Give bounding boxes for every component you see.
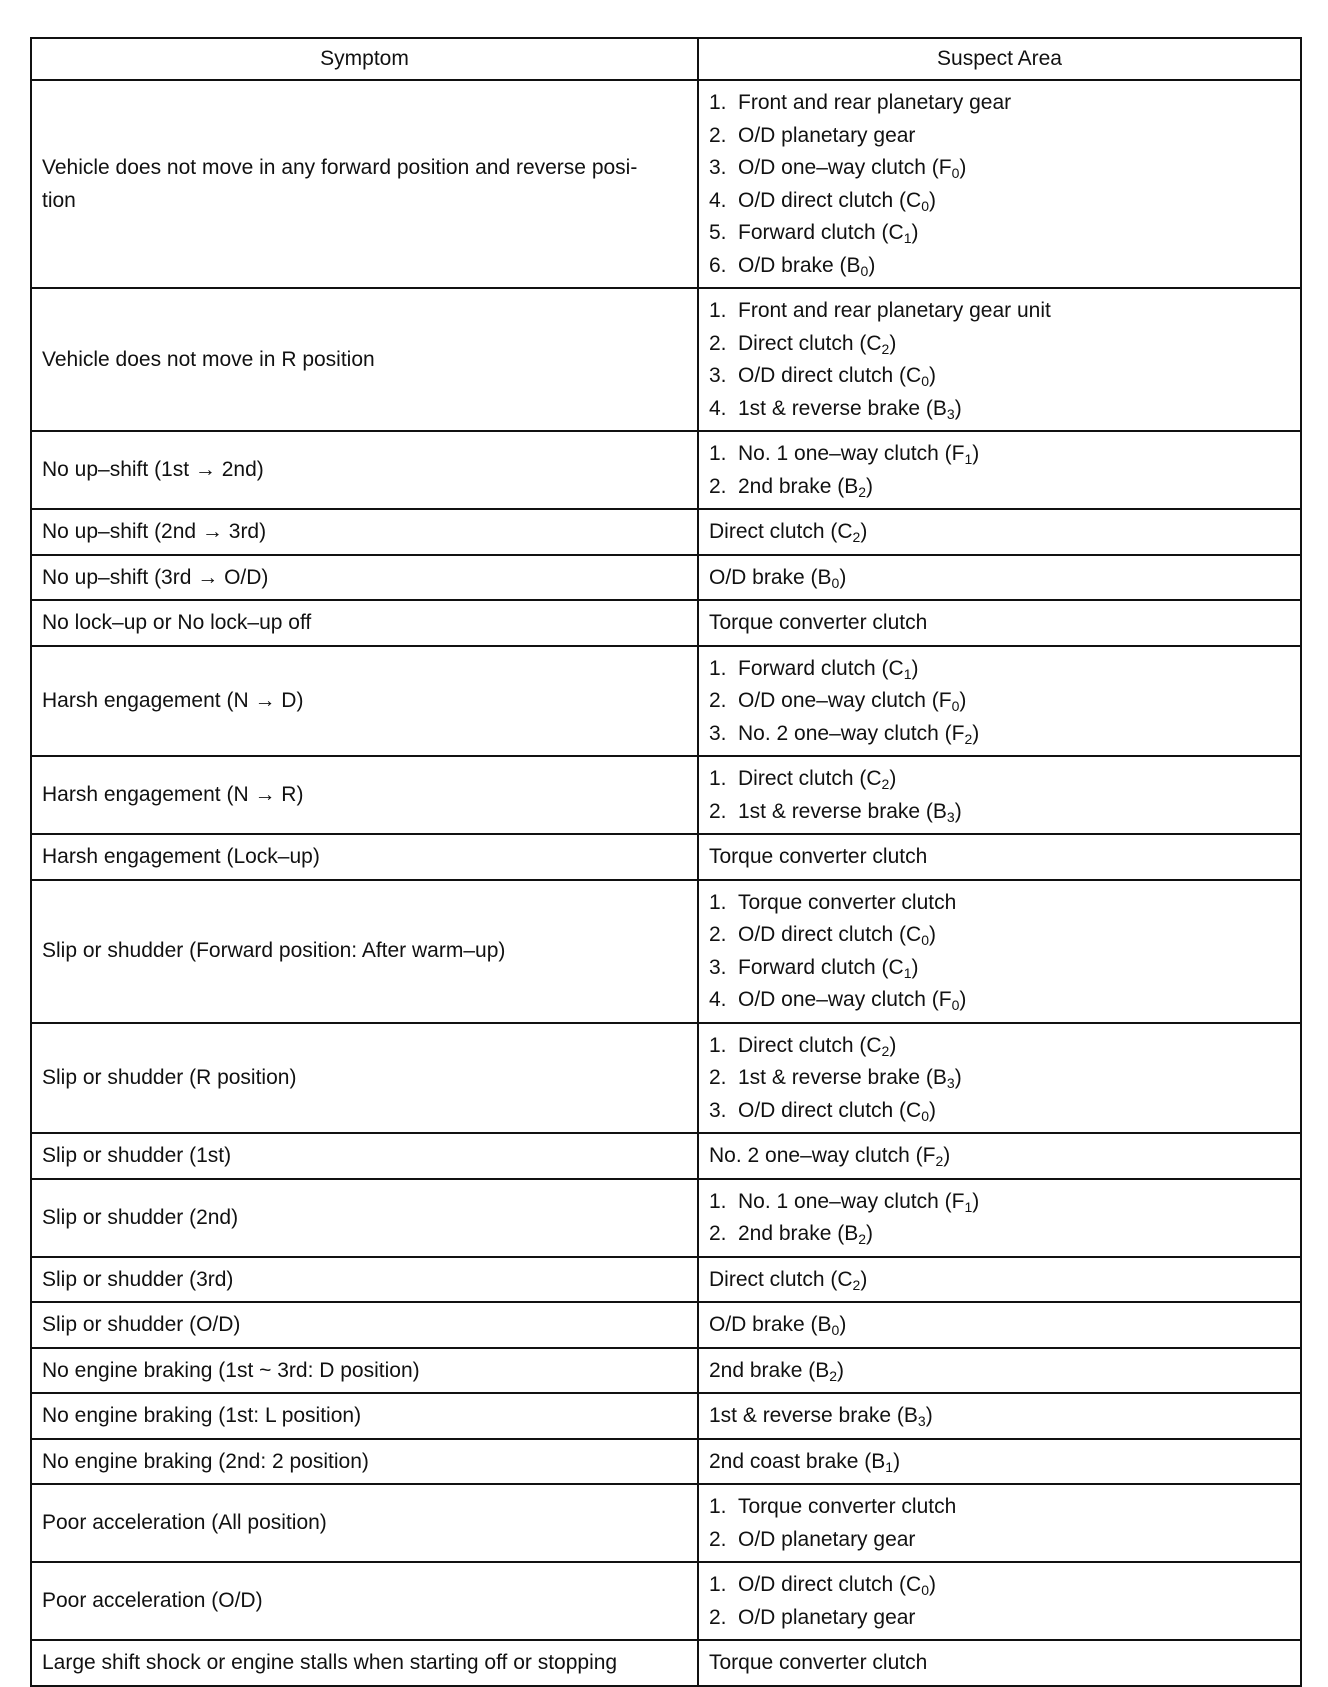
table-row <box>31 646 1301 757</box>
suspect-text: Forward clutch (C <box>738 221 904 244</box>
suspect-subscript: 3 <box>946 405 955 422</box>
suspect-subscript: 0 <box>921 373 930 389</box>
suspect-area-cell <box>698 1257 1301 1303</box>
symptom-cell: No up–shift (1st → 2nd) <box>31 431 698 509</box>
item-body <box>738 1062 962 1095</box>
suspect-text: 2nd brake (B <box>738 474 859 498</box>
suspect-close: ) <box>860 1267 868 1291</box>
suspect-single <box>709 1355 1290 1388</box>
list-item <box>709 1218 1290 1251</box>
list-item <box>709 1095 1290 1128</box>
list-item <box>709 1569 1290 1602</box>
suspect-text: O/D direct clutch (C <box>738 364 922 387</box>
table-row <box>31 431 1301 509</box>
suspect-text: O/D planetary gear <box>738 1527 916 1551</box>
item-number: 1. <box>709 656 727 680</box>
suspect-area-cell <box>698 756 1301 834</box>
suspect-close: ) <box>954 799 962 823</box>
table-row <box>31 1393 1301 1439</box>
list-item <box>709 120 1290 153</box>
suspect-subscript: 1 <box>903 230 912 246</box>
header-row <box>31 38 1301 80</box>
item-number: 2. <box>709 1222 727 1245</box>
suspect-close: ) <box>839 1313 847 1336</box>
item-number: 3. <box>709 1098 727 1122</box>
table-row <box>31 1179 1301 1257</box>
suspect-close: ) <box>929 1098 937 1122</box>
suspect-subscript: 2 <box>829 1367 838 1384</box>
item-body <box>738 1569 936 1602</box>
item-number: 3. <box>709 364 727 387</box>
suspect-text: Forward clutch (C <box>738 955 904 979</box>
suspect-subscript: 1 <box>903 964 912 981</box>
suspect-area-cell <box>698 1302 1301 1348</box>
suspect-close: ) <box>893 1449 901 1473</box>
suspect-close: ) <box>889 1033 897 1057</box>
item-number: 2. <box>709 331 727 355</box>
suspect-subscript: 1 <box>903 665 912 682</box>
list-item <box>709 250 1290 283</box>
table-row <box>31 834 1301 880</box>
list-item <box>709 328 1290 361</box>
suspect-subscript: 1 <box>964 1198 973 1215</box>
suspect-text: Forward clutch (C <box>738 656 904 680</box>
suspect-text: O/D direct clutch (C <box>738 1098 922 1122</box>
suspect-text: Direct clutch (C <box>738 1033 882 1057</box>
suspect-close: ) <box>866 1222 874 1245</box>
list-item <box>709 653 1290 686</box>
symptom-cell: No engine braking (1st: L position) <box>31 1393 698 1439</box>
suspect-close: ) <box>954 396 962 420</box>
item-number: 6. <box>709 253 727 277</box>
suspect-area-cell <box>698 80 1301 288</box>
item-number: 4. <box>709 396 727 420</box>
symptom-cell: Poor acceleration (O/D) <box>31 1562 698 1640</box>
suspect-area-cell <box>698 600 1301 646</box>
suspect-close: ) <box>925 1404 933 1427</box>
suspect-list <box>709 1491 1290 1556</box>
suspect-close: ) <box>929 923 937 946</box>
item-number: 1. <box>709 91 727 114</box>
item-number: 5. <box>709 221 727 244</box>
suspect-single <box>709 1647 1290 1680</box>
suspect-subscript: 0 <box>951 997 960 1013</box>
suspect-text: Torque converter clutch <box>709 1651 928 1674</box>
suspect-area-cell <box>698 1133 1301 1179</box>
symptom-cell: Slip or shudder (1st) <box>31 1133 698 1179</box>
suspect-subscript: 2 <box>881 1042 890 1059</box>
list-item <box>709 471 1290 504</box>
list-item <box>709 152 1290 185</box>
table-row <box>31 1302 1301 1348</box>
suspect-close: ) <box>954 1066 962 1089</box>
suspect-text: No. 1 one–way clutch (F <box>738 442 965 465</box>
suspect-subscript: 0 <box>951 698 960 714</box>
item-number: 2. <box>709 799 727 823</box>
suspect-list <box>709 1186 1290 1251</box>
suspect-single <box>709 516 1290 549</box>
suspect-area-cell <box>698 1439 1301 1485</box>
suspect-area-cell <box>698 288 1301 431</box>
item-body <box>738 360 936 393</box>
suspect-list <box>709 1030 1290 1128</box>
item-body <box>738 471 873 504</box>
symptom-cell: No engine braking (2nd: 2 position) <box>31 1439 698 1485</box>
suspect-text: O/D one–way clutch (F <box>738 988 952 1011</box>
item-body <box>738 653 919 686</box>
suspect-text: O/D brake (B <box>709 565 832 589</box>
item-number: 1. <box>709 767 727 790</box>
suspect-single <box>709 1264 1290 1297</box>
suspect-list <box>709 653 1290 751</box>
suspect-subscript: 2 <box>935 1153 944 1169</box>
suspect-subscript: 0 <box>831 1322 840 1338</box>
list-item <box>709 1186 1290 1219</box>
suspect-close: ) <box>959 689 967 712</box>
symptom-cell: Harsh engagement (N → D) <box>31 646 698 757</box>
suspect-list <box>709 1569 1290 1634</box>
symptom-cell: No engine braking (1st ~ 3rd: D position) <box>31 1348 698 1394</box>
suspect-text: O/D brake (B <box>709 1313 832 1336</box>
list-item <box>709 393 1290 426</box>
item-number: 1. <box>709 1033 727 1057</box>
symptom-cell: Vehicle does not move in any forward position and reverse posi- tion <box>31 80 698 288</box>
suspect-text: O/D one–way clutch (F <box>738 156 952 179</box>
item-body <box>738 393 962 426</box>
item-body <box>738 1095 936 1128</box>
list-item <box>709 718 1290 751</box>
item-body <box>738 1524 915 1557</box>
header-suspect-area: Suspect Area <box>698 38 1301 80</box>
symptom-cell: Vehicle does not move in R position <box>31 288 698 431</box>
suspect-text: O/D brake (B <box>738 253 861 277</box>
item-body <box>738 1218 873 1251</box>
item-number: 1. <box>709 1495 727 1518</box>
list-item <box>709 887 1290 920</box>
list-item <box>709 1602 1290 1635</box>
list-item <box>709 360 1290 393</box>
item-body <box>738 763 896 796</box>
symptom-cell: No up–shift (2nd → 3rd) <box>31 509 698 555</box>
suspect-area-cell <box>698 1484 1301 1562</box>
suspect-close: ) <box>911 955 919 979</box>
suspect-subscript: 0 <box>921 1582 930 1598</box>
suspect-subscript: 2 <box>964 730 973 747</box>
table-row <box>31 1023 1301 1134</box>
suspect-subscript: 1 <box>885 1458 894 1475</box>
item-body <box>738 1030 896 1063</box>
suspect-single <box>709 607 1290 640</box>
item-body <box>738 185 936 218</box>
item-body <box>738 217 919 250</box>
suspect-area-cell <box>698 834 1301 880</box>
item-number: 2. <box>709 123 727 147</box>
suspect-area-cell <box>698 555 1301 601</box>
table-row <box>31 1133 1301 1179</box>
suspect-text: No. 2 one–way clutch (F <box>738 721 965 745</box>
suspect-subscript: 0 <box>831 574 840 591</box>
suspect-close: ) <box>866 474 874 498</box>
item-body <box>738 984 966 1017</box>
item-body <box>738 1491 956 1524</box>
suspect-close: ) <box>972 721 980 745</box>
item-number: 3. <box>709 156 727 179</box>
suspect-single <box>709 1400 1290 1433</box>
header-symptom: Symptom <box>31 38 698 80</box>
item-number: 1. <box>709 1189 727 1213</box>
item-body <box>738 796 962 829</box>
suspect-text: O/D planetary gear <box>738 123 916 147</box>
suspect-subscript: 3 <box>946 1075 955 1091</box>
suspect-text: 1st & reverse brake (B <box>738 799 947 823</box>
suspect-text: 1st & reverse brake (B <box>738 1066 947 1089</box>
suspect-close: ) <box>929 1573 937 1596</box>
symptom-cell: No up–shift (3rd → O/D) <box>31 555 698 601</box>
suspect-list <box>709 887 1290 1017</box>
item-number: 2. <box>709 474 727 498</box>
table-row <box>31 1562 1301 1640</box>
item-body <box>738 952 919 985</box>
item-number: 4. <box>709 188 727 212</box>
suspect-text: 2nd coast brake (B <box>709 1449 886 1473</box>
suspect-text: O/D direct clutch (C <box>738 1573 922 1596</box>
suspect-single <box>709 562 1290 595</box>
symptom-cell: Slip or shudder (Forward position: After warm–up) <box>31 880 698 1023</box>
table-row <box>31 1257 1301 1303</box>
suspect-subscript: 3 <box>946 808 955 825</box>
suspect-text: Direct clutch (C <box>738 331 882 355</box>
suspect-text: Front and rear planetary gear <box>738 91 1012 114</box>
item-number: 2. <box>709 1527 727 1551</box>
item-number: 3. <box>709 721 727 745</box>
symptom-cell: Slip or shudder (O/D) <box>31 1302 698 1348</box>
item-body <box>738 328 896 361</box>
symptom-cell: Slip or shudder (R position) <box>31 1023 698 1134</box>
suspect-text: O/D one–way clutch (F <box>738 689 952 712</box>
suspect-subscript: 0 <box>921 932 930 948</box>
table-row <box>31 80 1301 288</box>
symptom-cell: Slip or shudder (3rd) <box>31 1257 698 1303</box>
suspect-close: ) <box>889 331 897 355</box>
list-item <box>709 1030 1290 1063</box>
suspect-subscript: 2 <box>881 340 890 357</box>
item-number: 1. <box>709 299 727 322</box>
suspect-text: Torque converter clutch <box>738 1495 957 1518</box>
suspect-single <box>709 841 1290 874</box>
suspect-area-cell <box>698 646 1301 757</box>
suspect-subscript: 2 <box>858 483 867 500</box>
suspect-area-cell <box>698 1348 1301 1394</box>
table-row <box>31 1484 1301 1562</box>
symptom-cell: Harsh engagement (Lock–up) <box>31 834 698 880</box>
table-row <box>31 756 1301 834</box>
suspect-text: Torque converter clutch <box>738 890 957 914</box>
suspect-text: 1st & reverse brake (B <box>709 1404 918 1427</box>
suspect-close: ) <box>837 1358 845 1382</box>
table-row <box>31 880 1301 1023</box>
suspect-subscript: 2 <box>881 776 890 792</box>
list-item <box>709 952 1290 985</box>
item-body <box>738 1602 915 1635</box>
suspect-list <box>709 763 1290 828</box>
suspect-subscript: 2 <box>852 1276 861 1293</box>
suspect-area-cell <box>698 509 1301 555</box>
list-item <box>709 1062 1290 1095</box>
table-row <box>31 600 1301 646</box>
symptom-cell: Large shift shock or engine stalls when starting off or stopping <box>31 1640 698 1686</box>
list-item <box>709 295 1290 328</box>
suspect-single <box>709 1309 1290 1342</box>
item-number: 2. <box>709 923 727 946</box>
suspect-area-cell <box>698 1393 1301 1439</box>
list-item <box>709 919 1290 952</box>
list-item <box>709 984 1290 1017</box>
suspect-close: ) <box>972 442 980 465</box>
table-row <box>31 1439 1301 1485</box>
suspect-subscript: 0 <box>921 197 930 214</box>
suspect-text: Direct clutch (C <box>709 1267 853 1291</box>
item-body <box>738 919 936 952</box>
suspect-subscript: 0 <box>921 1107 930 1124</box>
list-item <box>709 685 1290 718</box>
item-number: 2. <box>709 1066 727 1089</box>
item-number: 3. <box>709 955 727 979</box>
suspect-close: ) <box>929 364 937 387</box>
suspect-close: ) <box>911 221 919 244</box>
suspect-text: Torque converter clutch <box>709 611 928 634</box>
suspect-text: O/D direct clutch (C <box>738 188 922 212</box>
suspect-text: Direct clutch (C <box>738 767 882 790</box>
suspect-text: O/D planetary gear <box>738 1605 916 1629</box>
symptom-cell: Slip or shudder (2nd) <box>31 1179 698 1257</box>
item-body <box>738 718 979 751</box>
suspect-subscript: 0 <box>860 262 869 279</box>
suspect-close: ) <box>889 767 897 790</box>
item-body <box>738 438 979 471</box>
item-body <box>738 295 1051 328</box>
suspect-close: ) <box>959 156 967 179</box>
suspect-text: Torque converter clutch <box>709 845 928 868</box>
suspect-text: No. 1 one–way clutch (F <box>738 1189 965 1213</box>
item-number: 4. <box>709 988 727 1011</box>
suspect-subscript: 1 <box>964 451 973 467</box>
suspect-area-cell <box>698 1179 1301 1257</box>
item-body <box>738 152 966 185</box>
symptom-table <box>30 37 1302 1687</box>
suspect-area-cell <box>698 1562 1301 1640</box>
suspect-list <box>709 87 1290 282</box>
list-item <box>709 763 1290 796</box>
suspect-single <box>709 1140 1290 1173</box>
suspect-text: Front and rear planetary gear unit <box>738 299 1051 322</box>
table-row <box>31 288 1301 431</box>
suspect-area-cell <box>698 1023 1301 1134</box>
suspect-close: ) <box>929 188 937 212</box>
suspect-text: O/D direct clutch (C <box>738 923 922 946</box>
item-number: 2. <box>709 689 727 712</box>
item-number: 1. <box>709 890 727 914</box>
item-body <box>738 887 956 920</box>
suspect-close: ) <box>972 1189 980 1213</box>
item-body <box>738 120 915 153</box>
suspect-text: 2nd brake (B <box>738 1222 859 1245</box>
symptom-cell: No lock–up or No lock–up off <box>31 600 698 646</box>
suspect-close: ) <box>868 253 876 277</box>
suspect-list <box>709 295 1290 425</box>
symptom-cell: Harsh engagement (N → R) <box>31 756 698 834</box>
item-body <box>738 685 966 718</box>
suspect-close: ) <box>943 1144 951 1167</box>
suspect-text: No. 2 one–way clutch (F <box>709 1144 936 1167</box>
list-item <box>709 796 1290 829</box>
suspect-subscript: 3 <box>917 1413 926 1429</box>
item-body <box>738 87 1011 120</box>
suspect-subscript: 0 <box>951 165 960 181</box>
list-item <box>709 1491 1290 1524</box>
item-body <box>738 250 875 283</box>
suspect-area-cell <box>698 1640 1301 1686</box>
table-row <box>31 1348 1301 1394</box>
table-row <box>31 509 1301 555</box>
suspect-text: 1st & reverse brake (B <box>738 396 947 420</box>
suspect-text: Direct clutch (C <box>709 520 853 543</box>
suspect-close: ) <box>860 520 868 543</box>
item-body <box>738 1186 979 1219</box>
table-row <box>31 555 1301 601</box>
list-item <box>709 1524 1290 1557</box>
suspect-close: ) <box>839 565 847 589</box>
suspect-subscript: 2 <box>852 529 861 545</box>
suspect-single <box>709 1446 1290 1479</box>
item-number: 1. <box>709 1573 727 1596</box>
table-row <box>31 1640 1301 1686</box>
suspect-area-cell <box>698 431 1301 509</box>
item-number: 1. <box>709 442 727 465</box>
list-item <box>709 438 1290 471</box>
suspect-area-cell <box>698 880 1301 1023</box>
symptom-cell: Poor acceleration (All position) <box>31 1484 698 1562</box>
list-item <box>709 185 1290 218</box>
suspect-close: ) <box>959 988 967 1011</box>
suspect-close: ) <box>911 656 919 680</box>
list-item <box>709 87 1290 120</box>
list-item <box>709 217 1290 250</box>
suspect-subscript: 2 <box>858 1231 867 1247</box>
suspect-list <box>709 438 1290 503</box>
item-number: 2. <box>709 1605 727 1629</box>
suspect-text: 2nd brake (B <box>709 1358 830 1382</box>
